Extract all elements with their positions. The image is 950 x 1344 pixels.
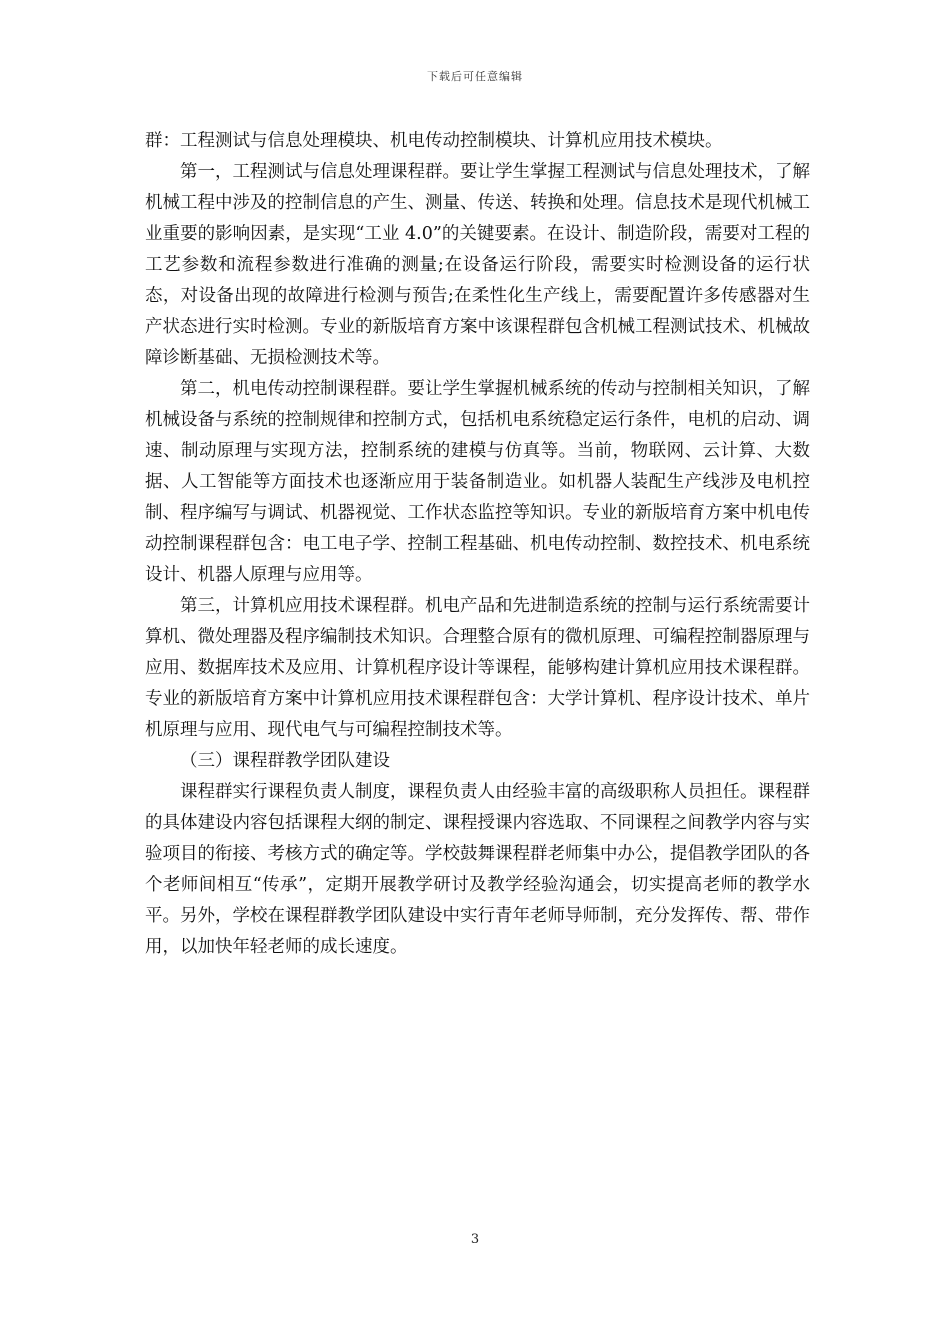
paragraph-first-course-group: 第一，工程测试与信息处理课程群。要让学生掌握工程测试与信息处理技术，了解机械工程中涉及的控制信息的产生、测量、传送、转换和处理。信息技术是现代机械工业重要的影响因素，是实现“工业 4.0”的关键要素。在设计、制造阶段，需要对工程的工艺参数和流程参数进行准确的测量;在设备运行阶段，需要实时检测设备的运行状态，对设备出现的故障进行检测与预告;在柔性化生产线上，需要配置许多传感器对生产状态进行实时检测。专业的新版培育方案中该课程群包含机械工程测试技术、机械故障诊断基础、无损检测技术等。 <box>145 162 810 368</box>
paragraph-team-building: 课程群实行课程负责人制度，课程负责人由经验丰富的高级职称人员担任。课程群的具体建设内容包括课程大纲的制定、课程授课内容选取、不同课程之间教学内容与实验项目的衔接、考核方式的确定等。学校鼓舞课程群老师集中办公，提倡教学团队的各个老师间相互“传承”，定期开展教学研讨及教学经验沟通会，切实提高老师的教学水平。另外，学校在课程群教学团队建设中实行青年老师导师制，充分发挥传、帮、带作用，以加快年轻老师的成长速度。 <box>145 782 810 957</box>
section-heading: （三）课程群教学团队建设 <box>180 751 390 771</box>
page-header: 下载后可任意编辑 <box>427 70 523 83</box>
paragraph-third-course-group: 第三，计算机应用技术课程群。机电产品和先进制造系统的控制与运行系统需要计算机、微处理器及程序编制技术知识。合理整合原有的微机原理、可编程控制器原理与应用、数据库技术及应用、计算机程序设计等课程，能够构建计算机应用技术课程群。专业的新版培育方案中计算机应用技术课程群包含：大学计算机、程序设计技术、单片机原理与应用、现代电气与可编程控制技术等。 <box>145 596 810 740</box>
page-number: 3 <box>470 1232 480 1247</box>
body-text <box>145 126 810 963</box>
paragraph-continuation: 群：工程测试与信息处理模块、机电传动控制模块、计算机应用技术模块。 <box>145 131 723 151</box>
paragraph-second-course-group: 第二，机电传动控制课程群。要让学生掌握机械系统的传动与控制相关知识，了解机械设备与系统的控制规律和控制方式，包括机电系统稳定运行条件，电机的启动、调速、制动原理与实现方法，控制系统的建模与仿真等。当前，物联网、云计算、大数据、人工智能等方面技术也逐渐应用于装备制造业。如机器人装配生产线涉及电机控制、程序编写与调试、机器视觉、工作状态监控等知识。专业的新版培育方案中机电传动控制课程群包含：电工电子学、控制工程基础、机电传动控制、数控技术、机电系统设计、机器人原理与应用等。 <box>145 379 810 585</box>
